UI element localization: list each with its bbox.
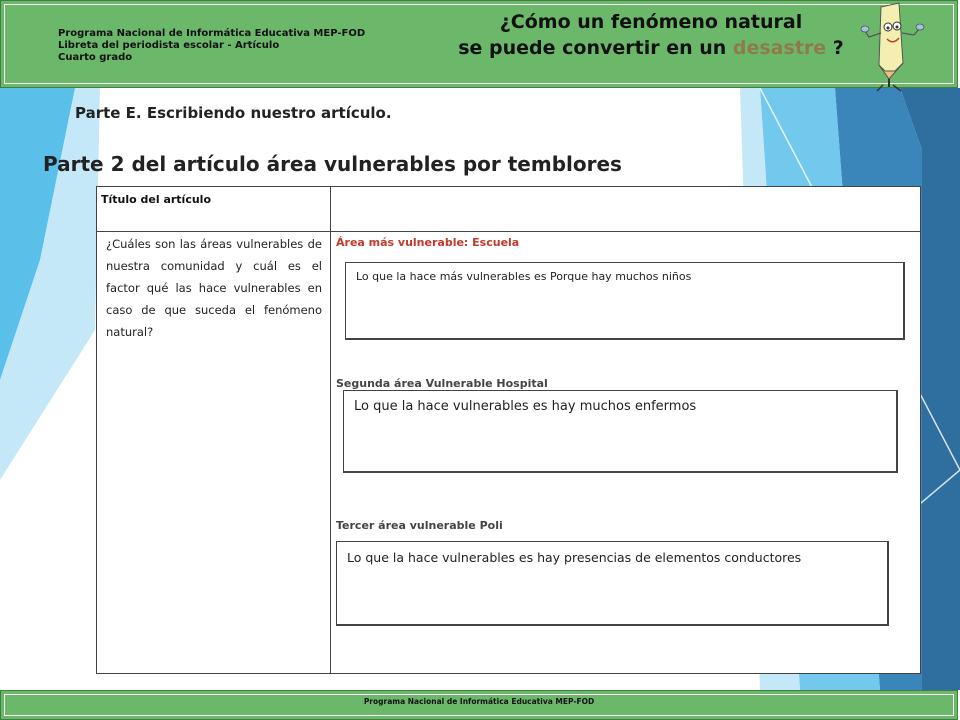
area3-label: Tercer área vulnerable Poli xyxy=(336,519,503,532)
area3-text-box[interactable] xyxy=(336,541,889,626)
program-name: Programa Nacional de Informática Educativa MEP-FOD xyxy=(58,28,366,39)
notebook-name: Libreta del periodista escolar - Artículo xyxy=(58,40,280,51)
section-heading: Parte E. Escribiendo nuestro artículo. xyxy=(75,104,392,122)
area3-text: Lo que la hace vulnerables es hay presencias de elementos conductores xyxy=(347,550,802,565)
footer-banner xyxy=(0,690,958,720)
part-title: Parte 2 del artículo área vulnerables por temblores xyxy=(43,152,622,176)
footer-text: Programa Nacional de Informática Educativa MEP-FOD xyxy=(363,697,595,706)
headline xyxy=(441,9,861,61)
table-row-divider xyxy=(96,231,921,232)
area2-label: Segunda área Vulnerable Hospital xyxy=(336,377,548,390)
question-text: ¿Cuáles son las áreas vulnerables de nuestra comunidad y cuál es el factor qué las hace vulnerables en caso de que suceda el fenómeno natural? xyxy=(106,237,322,339)
headline-line2-end: ? xyxy=(826,37,844,59)
headline-line2 xyxy=(441,35,861,61)
grade-label: Cuarto grado xyxy=(58,52,133,63)
area1-text-box[interactable] xyxy=(345,262,905,340)
area1-label: Área más vulnerable: Escuela xyxy=(336,236,520,249)
headline-line2-start: se puede convertir en un xyxy=(458,37,733,59)
table-column-divider xyxy=(330,186,331,674)
pencil-character-icon xyxy=(859,1,929,93)
area2-text: Lo que la hace vulnerables es hay muchos enfermos xyxy=(354,399,697,414)
headline-accent-word: desastre xyxy=(732,37,827,59)
header-banner xyxy=(0,0,958,88)
article-title-label: Título del artículo xyxy=(101,193,212,206)
area2-text-box[interactable] xyxy=(343,390,898,473)
area1-text: Lo que la hace más vulnerables es Porque hay muchos niños xyxy=(356,270,692,283)
header-meta xyxy=(58,28,365,64)
headline-line1: ¿Cómo un fenómeno natural xyxy=(499,11,803,33)
